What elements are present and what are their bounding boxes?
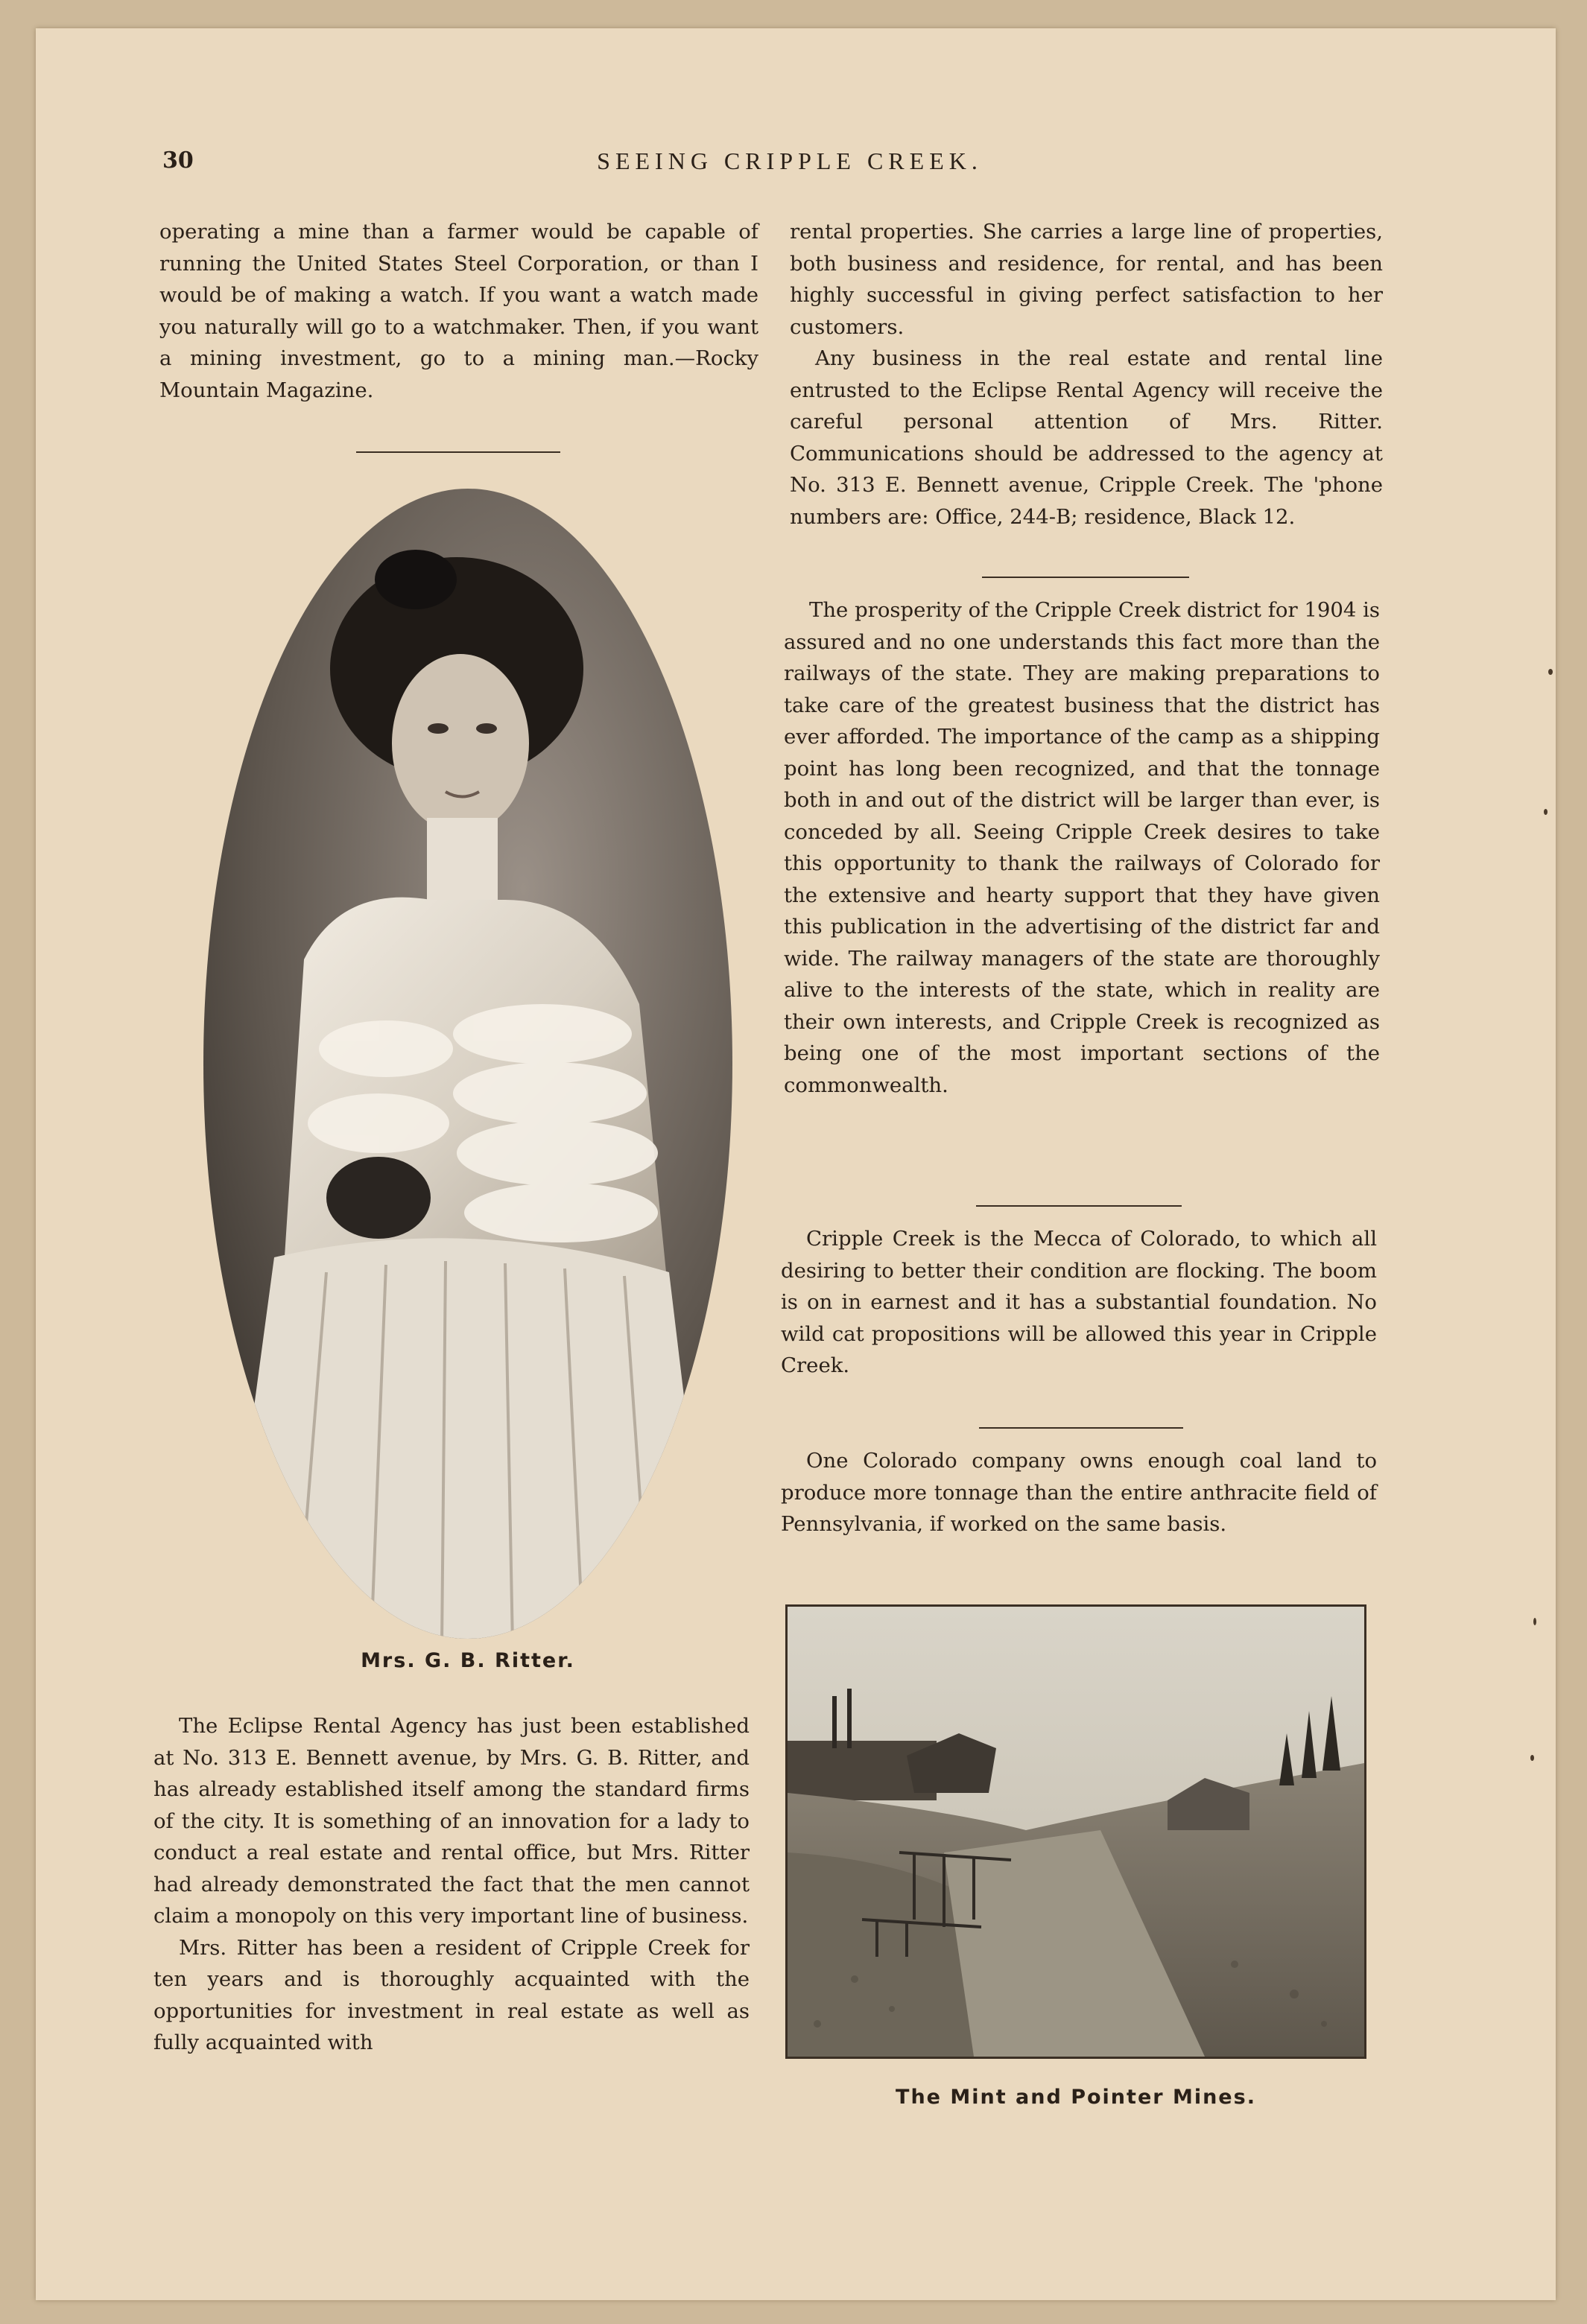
portrait-image (192, 483, 744, 1645)
paper-fleck (1530, 1755, 1534, 1761)
paper-fleck (1544, 809, 1548, 815)
right-divider-3 (979, 1427, 1183, 1429)
left-paragraph-1: The Eclipse Rental Agency has just been established at No. 313 E. Bennett avenue, by Mrs. G. B. Ritter, and has already established itself among the standard firms of the city. It is something of an innovation for a lady to conduct a real estate and rental office, but Mrs. Ritter had already demonstrated the fact that the men cannot claim a monopoly on this very important line of business. (153, 1714, 750, 1928)
right-paragraph-4: Cripple Creek is the Mecca of Colorado, to which all desiring to better their condition are flocking. The boom is on in earnest and it has a substantial foundation. No wild cat propositions will be allowed this year in Cripple Creek. (781, 1227, 1377, 1377)
page-number: 30 (162, 147, 194, 174)
right-divider-1 (982, 577, 1189, 578)
right-paragraph-3: The prosperity of the Cripple Creek district for 1904 is assured and no one understands this fact more than the railways of the state. They are making preparations to take care of the greatest business that the district has ever afforded. The importance of the camp as a shipping point has long been recognized, and that the tonnage both in and out of the district will be larger than ever, is conceded by all. Seeing Cripple Creek desires to take this opportunity to thank the railways of Colorado for the extensive and hearty support that they have given this publication in the advertising of the district far and wide. The railway managers of the state are thoroughly alive to the interests of the state, which in reality are their own interests, and Cripple Creek is recognized as being one of the most important sections of the commonwealth. (784, 598, 1380, 1097)
mine-photo (785, 1604, 1366, 2059)
right-divider-2 (976, 1205, 1182, 1207)
right-text-block-1 (790, 216, 1383, 533)
portrait-photo (192, 483, 744, 1645)
right-paragraph-5: One Colorado company owns enough coal land to produce more tonnage than the entire anthracite field of Pennsylvania, if worked on the same basis. (781, 1449, 1377, 1536)
portrait-caption: Mrs. G. B. Ritter. (361, 1649, 575, 1672)
mine-photo-caption: The Mint and Pointer Mines. (896, 2086, 1256, 2109)
left-top-text (159, 216, 758, 406)
running-title: SEEING CRIPPLE CREEK. (597, 147, 983, 174)
right-paragraph-2: Any business in the real estate and rental line entrusted to the Eclipse Rental Agency will receive the careful personal attention of Mrs. Ritter. Communications should be addressed to the agency at No. 313 E. Bennett avenue, Cripple Creek. The 'phone numbers are: Office, 244-B; residence, Black 12. (790, 346, 1383, 529)
left-bottom-text (153, 1710, 750, 2059)
left-top-paragraph: operating a mine than a farmer would be capable of running the United States Steel Corporation, or than I would be of making a watch. If you want a watch made you naturally will go to a watchmaker. Then, if you want a mining investment, go to a mining man.—Rocky Mountain Magazine. (159, 220, 758, 402)
paper-fleck (1533, 1618, 1536, 1625)
left-paragraph-2: Mrs. Ritter has been a resident of Cripple Creek for ten years and is thoroughly acquainted with the opportunities for investment in real estate as well as fully acquainted with (153, 1935, 750, 2054)
left-divider (356, 451, 560, 453)
mine-photo-image (788, 1607, 1364, 2057)
right-text-block-2 (784, 594, 1380, 1101)
right-paragraph-1: rental properties. She carries a large line of properties, both business and residence, for rental, and has been highly successful in giving perfect satisfaction to her customers. (790, 220, 1383, 339)
right-text-block-3 (781, 1223, 1377, 1382)
right-text-block-4 (781, 1445, 1377, 1540)
paper-fleck (1548, 669, 1553, 675)
